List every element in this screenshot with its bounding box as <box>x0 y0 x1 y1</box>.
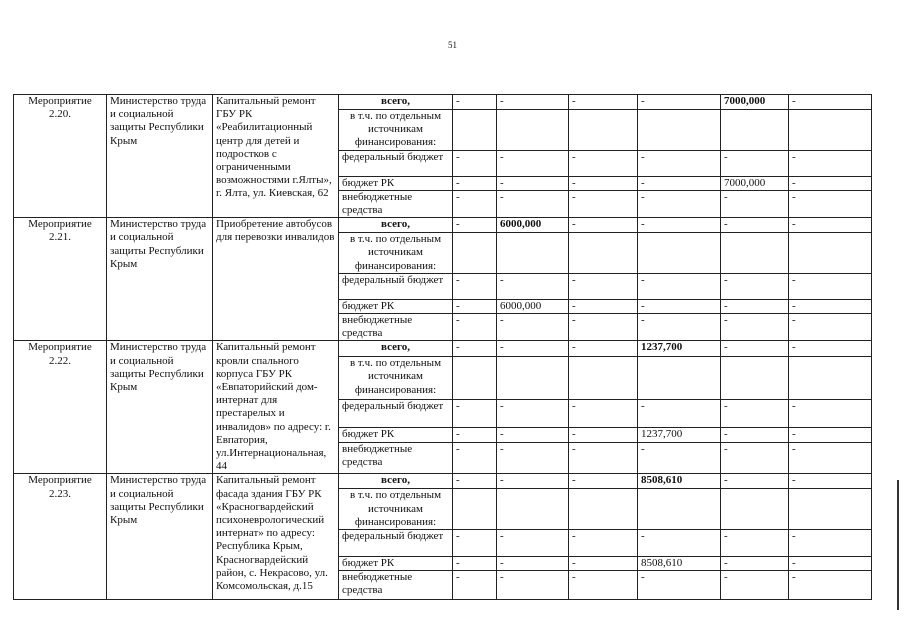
funding-value-cell: - <box>569 428 638 443</box>
funding-value-cell: - <box>789 530 872 557</box>
funding-value-cell: 8508,610 <box>638 557 721 571</box>
funding-value-cell: - <box>638 176 721 190</box>
funding-source-label: федеральный бюджет <box>339 150 453 176</box>
funding-source-label: внебюджетные средства <box>339 314 453 341</box>
funding-value-cell: - <box>497 150 569 176</box>
funding-value-cell: - <box>453 341 497 357</box>
funding-value-cell <box>721 489 789 530</box>
funding-value-cell <box>638 357 721 400</box>
funding-value-cell: - <box>569 150 638 176</box>
funding-value-cell: - <box>453 314 497 341</box>
funding-value-cell: - <box>721 299 789 313</box>
funding-value-cell <box>789 357 872 400</box>
funding-value-cell: - <box>453 399 497 427</box>
funding-value-cell: - <box>497 341 569 357</box>
funding-value-cell <box>497 357 569 400</box>
funding-value-cell: - <box>569 442 638 474</box>
funding-value-cell: - <box>721 571 789 600</box>
funding-value-cell: - <box>638 571 721 600</box>
funding-value-cell: - <box>721 474 789 489</box>
funding-value-cell: - <box>721 190 789 217</box>
funding-value-cell: - <box>569 571 638 600</box>
funding-value-cell: - <box>453 571 497 600</box>
funding-value-cell: - <box>569 176 638 190</box>
funding-value-cell: 6000,000 <box>497 299 569 313</box>
funding-value-cell: - <box>789 314 872 341</box>
funding-value-cell: - <box>789 557 872 571</box>
funding-value-cell: - <box>497 95 569 110</box>
funding-value-cell: - <box>497 273 569 299</box>
funding-value-cell: - <box>789 95 872 110</box>
event-cell: Мероприятие 2.21. <box>14 218 107 341</box>
funding-value-cell: - <box>721 557 789 571</box>
funding-value-cell <box>721 110 789 151</box>
funding-value-cell: - <box>569 474 638 489</box>
funding-value-cell: - <box>453 428 497 443</box>
description-cell: Приобретение автобусов для перевозки инвалидов <box>213 218 339 341</box>
funding-value-cell <box>789 110 872 151</box>
funding-value-cell: - <box>789 428 872 443</box>
table-row <box>14 95 872 110</box>
description-cell: Капитальный ремонт кровли спального корпуса ГБУ РК «Евпаторийский дом-интернат для престарелых и инвалидов» по адресу: г. Евпатория, ул.Интернациональная, 44 <box>213 341 339 474</box>
funding-value-cell <box>453 110 497 151</box>
page-edge <box>897 480 899 610</box>
funding-value-cell: - <box>497 571 569 600</box>
funding-value-cell: - <box>638 95 721 110</box>
funding-value-cell <box>789 233 872 274</box>
funding-value-cell: - <box>569 218 638 233</box>
funding-value-cell <box>721 357 789 400</box>
funding-source-label: бюджет РК <box>339 176 453 190</box>
funding-value-cell: - <box>497 530 569 557</box>
funding-value-cell: - <box>453 530 497 557</box>
event-cell: Мероприятие 2.22. <box>14 341 107 474</box>
funding-value-cell: - <box>638 150 721 176</box>
funding-value-cell <box>453 489 497 530</box>
funding-value-cell: - <box>789 218 872 233</box>
funding-value-cell: - <box>789 442 872 474</box>
funding-value-cell: - <box>638 314 721 341</box>
funding-value-cell: 7000,000 <box>721 176 789 190</box>
funding-value-cell: - <box>789 190 872 217</box>
funding-value-cell: - <box>789 399 872 427</box>
funding-value-cell: - <box>721 150 789 176</box>
funding-value-cell <box>638 233 721 274</box>
funding-source-label: федеральный бюджет <box>339 273 453 299</box>
funding-value-cell: - <box>497 399 569 427</box>
funding-value-cell: - <box>569 299 638 313</box>
event-cell: Мероприятие 2.23. <box>14 474 107 600</box>
executor-cell: Министерство труда и социальной защиты Республики Крым <box>107 341 213 474</box>
funding-value-cell: - <box>721 273 789 299</box>
funding-value-cell: - <box>638 530 721 557</box>
funding-value-cell <box>569 233 638 274</box>
funding-source-label: в т.ч. по отдельным источникам финансирования: <box>339 489 453 530</box>
funding-value-cell <box>497 489 569 530</box>
funding-value-cell <box>453 357 497 400</box>
funding-source-label: в т.ч. по отдельным источникам финансирования: <box>339 110 453 151</box>
funding-value-cell: - <box>453 218 497 233</box>
funding-value-cell: - <box>497 190 569 217</box>
funding-value-cell: - <box>569 95 638 110</box>
funding-value-cell: - <box>721 341 789 357</box>
table-row <box>14 341 872 357</box>
description-cell: Капитальный ремонт ГБУ РК «Реабилитационный центр для детей и подростков с ограниченными возможностями г.Ялты», г. Ялта, ул. Киевская, 62 <box>213 95 339 218</box>
funding-value-cell <box>453 233 497 274</box>
funding-value-cell: - <box>789 150 872 176</box>
funding-value-cell: - <box>569 273 638 299</box>
funding-value-cell: - <box>638 218 721 233</box>
funding-source-label: федеральный бюджет <box>339 530 453 557</box>
funding-value-cell: - <box>638 273 721 299</box>
funding-source-label: в т.ч. по отдельным источникам финансирования: <box>339 357 453 400</box>
funding-value-cell <box>497 110 569 151</box>
funding-value-cell: - <box>721 399 789 427</box>
funding-value-cell: - <box>453 150 497 176</box>
funding-source-label: в т.ч. по отдельным источникам финансирования: <box>339 233 453 274</box>
funding-value-cell: - <box>789 176 872 190</box>
funding-source-label: всего, <box>339 218 453 233</box>
funding-value-cell: - <box>789 273 872 299</box>
funding-value-cell: - <box>721 530 789 557</box>
funding-value-cell: - <box>497 442 569 474</box>
funding-value-cell: - <box>453 176 497 190</box>
funding-value-cell: - <box>721 314 789 341</box>
funding-value-cell: - <box>569 399 638 427</box>
funding-value-cell: - <box>453 557 497 571</box>
funding-value-cell: - <box>638 299 721 313</box>
funding-source-label: бюджет РК <box>339 299 453 313</box>
funding-value-cell: - <box>569 557 638 571</box>
funding-value-cell: 1237,700 <box>638 341 721 357</box>
funding-source-label: всего, <box>339 474 453 489</box>
funding-value-cell: 6000,000 <box>497 218 569 233</box>
funding-value-cell: - <box>789 341 872 357</box>
funding-value-cell: - <box>721 218 789 233</box>
funding-value-cell: - <box>497 314 569 341</box>
funding-source-label: федеральный бюджет <box>339 399 453 427</box>
funding-value-cell <box>569 110 638 151</box>
funding-value-cell: - <box>453 273 497 299</box>
funding-value-cell: - <box>569 530 638 557</box>
funding-value-cell: - <box>721 442 789 474</box>
funding-value-cell: - <box>453 442 497 474</box>
funding-value-cell: 1237,700 <box>638 428 721 443</box>
executor-cell: Министерство труда и социальной защиты Республики Крым <box>107 95 213 218</box>
funding-source-label: бюджет РК <box>339 428 453 443</box>
funding-value-cell: - <box>569 341 638 357</box>
table-row <box>14 474 872 489</box>
funding-value-cell: - <box>638 399 721 427</box>
funding-value-cell <box>721 233 789 274</box>
funding-source-label: внебюджетные средства <box>339 442 453 474</box>
funding-value-cell: - <box>721 428 789 443</box>
funding-value-cell: - <box>453 474 497 489</box>
funding-value-cell <box>569 489 638 530</box>
funding-value-cell: - <box>638 190 721 217</box>
funding-value-cell: - <box>453 299 497 313</box>
funding-value-cell <box>789 489 872 530</box>
funding-value-cell: 7000,000 <box>721 95 789 110</box>
description-cell: Капитальный ремонт фасада здания ГБУ РК «Красногвардейский психоневрологический интернат» по адресу: Республика Крым, Красногвардейский район, с. Некрасово, ул. Комсомольская, д.15 <box>213 474 339 600</box>
funding-source-label: бюджет РК <box>339 557 453 571</box>
funding-value-cell: - <box>497 428 569 443</box>
funding-value-cell <box>638 489 721 530</box>
funding-value-cell <box>497 233 569 274</box>
funding-source-label: внебюджетные средства <box>339 571 453 600</box>
funding-source-label: всего, <box>339 341 453 357</box>
funding-value-cell: - <box>789 474 872 489</box>
funding-value-cell: - <box>569 190 638 217</box>
funding-value-cell: - <box>497 176 569 190</box>
funding-value-cell <box>638 110 721 151</box>
executor-cell: Министерство труда и социальной защиты Республики Крым <box>107 474 213 600</box>
funding-value-cell: - <box>789 299 872 313</box>
funding-source-label: всего, <box>339 95 453 110</box>
page-number: 51 <box>448 40 457 50</box>
funding-value-cell: - <box>569 314 638 341</box>
funding-value-cell: - <box>497 557 569 571</box>
funding-value-cell: - <box>638 442 721 474</box>
funding-value-cell: - <box>453 95 497 110</box>
funding-value-cell <box>569 357 638 400</box>
funding-value-cell: 8508,610 <box>638 474 721 489</box>
funding-value-cell: - <box>789 571 872 600</box>
funding-value-cell: - <box>453 190 497 217</box>
event-cell: Мероприятие 2.20. <box>14 95 107 218</box>
funding-table <box>13 94 872 600</box>
table-row <box>14 218 872 233</box>
funding-source-label: внебюджетные средства <box>339 190 453 217</box>
funding-value-cell: - <box>497 474 569 489</box>
executor-cell: Министерство труда и социальной защиты Республики Крым <box>107 218 213 341</box>
